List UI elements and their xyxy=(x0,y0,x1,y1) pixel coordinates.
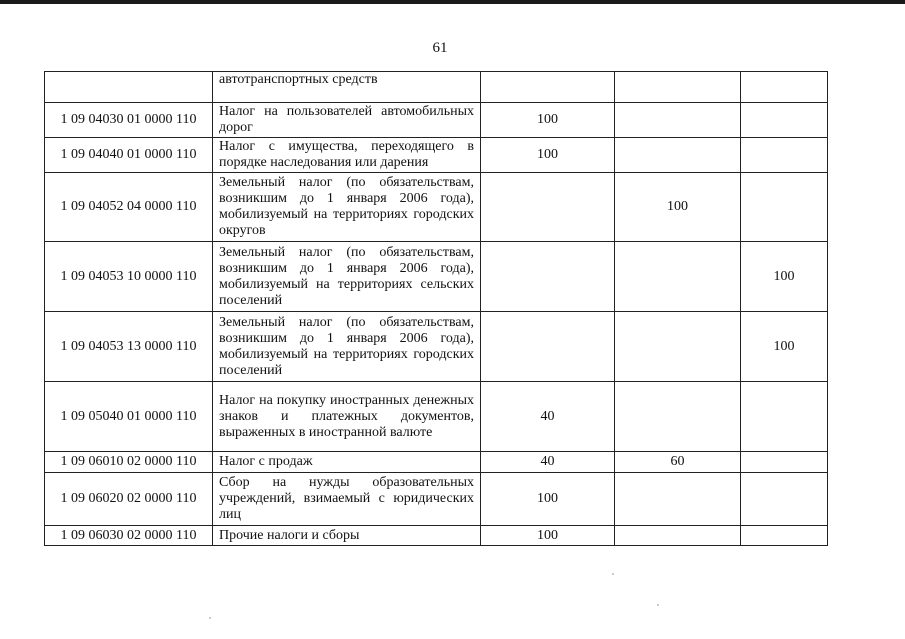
row-name: Налог с продаж xyxy=(213,452,481,473)
row-name: Прочие налоги и сборы xyxy=(213,526,481,546)
row-value-col3 xyxy=(741,138,828,173)
row-value-col2: 100 xyxy=(615,173,741,242)
row-name: автотранспортных средств xyxy=(213,72,481,103)
row-name: Налог с имущества, переходящего в порядке наследования или дарения xyxy=(213,138,481,173)
row-code xyxy=(45,72,213,103)
row-code: 1 09 04052 04 0000 110 xyxy=(45,173,213,242)
top-border-line xyxy=(0,0,905,4)
row-code: 1 09 04040 01 0000 110 xyxy=(45,138,213,173)
row-value-col2 xyxy=(615,312,741,382)
row-value-col2 xyxy=(615,526,741,546)
row-value-col3: 100 xyxy=(741,312,828,382)
tax-distribution-table xyxy=(44,71,828,546)
page-number: 61 xyxy=(432,40,448,56)
row-value-col2 xyxy=(615,382,741,452)
row-value-col2 xyxy=(615,72,741,103)
row-code: 1 09 06010 02 0000 110 xyxy=(45,452,213,473)
row-value-col1 xyxy=(481,72,615,103)
table-row xyxy=(45,72,828,103)
row-code: 1 09 04053 10 0000 110 xyxy=(45,242,213,312)
table-row xyxy=(45,452,828,473)
row-value-col1 xyxy=(481,173,615,242)
table-row xyxy=(45,242,828,312)
row-value-col3 xyxy=(741,173,828,242)
row-name: Налог на пользователей автомобильных дорог xyxy=(213,103,481,138)
row-value-col1: 40 xyxy=(481,382,615,452)
row-code: 1 09 06030 02 0000 110 xyxy=(45,526,213,546)
row-code: 1 09 05040 01 0000 110 xyxy=(45,382,213,452)
row-value-col3 xyxy=(741,382,828,452)
row-value-col2 xyxy=(615,242,741,312)
row-value-col3 xyxy=(741,473,828,526)
table-row xyxy=(45,103,828,138)
row-value-col2: 60 xyxy=(615,452,741,473)
row-value-col3 xyxy=(741,72,828,103)
table-row xyxy=(45,312,828,382)
table-row xyxy=(45,382,828,452)
row-value-col3 xyxy=(741,526,828,546)
row-name: Налог на покупку иностранных денежных знаков и платежных документов, выраженных в иностранной валюте xyxy=(213,382,481,452)
table-row xyxy=(45,173,828,242)
row-value-col2 xyxy=(615,103,741,138)
row-code: 1 09 04053 13 0000 110 xyxy=(45,312,213,382)
table-row xyxy=(45,526,828,546)
row-name: Земельный налог (по обязательствам, возникшим до 1 января 2006 года), мобилизуемый на территориях городских округов xyxy=(213,173,481,242)
row-value-col1 xyxy=(481,312,615,382)
row-value-col1: 100 xyxy=(481,473,615,526)
row-value-col1: 40 xyxy=(481,452,615,473)
row-value-col1 xyxy=(481,242,615,312)
row-name: Сбор на нужды образовательных учреждений, взимаемый с юридических лиц xyxy=(213,473,481,526)
row-code: 1 09 06020 02 0000 110 xyxy=(45,473,213,526)
row-value-col2 xyxy=(615,138,741,173)
row-value-col3: 100 xyxy=(741,242,828,312)
row-code: 1 09 04030 01 0000 110 xyxy=(45,103,213,138)
row-name: Земельный налог (по обязательствам, возникшим до 1 января 2006 года), мобилизуемый на территориях городских поселений xyxy=(213,312,481,382)
table-row xyxy=(45,473,828,526)
row-name: Земельный налог (по обязательствам, возникшим до 1 января 2006 года), мобилизуемый на территориях сельских поселений xyxy=(213,242,481,312)
table-row xyxy=(45,138,828,173)
scan-speck xyxy=(209,617,211,619)
scan-speck xyxy=(612,573,614,575)
row-value-col3 xyxy=(741,452,828,473)
row-value-col3 xyxy=(741,103,828,138)
row-value-col1: 100 xyxy=(481,138,615,173)
scan-speck xyxy=(657,604,659,606)
row-value-col1: 100 xyxy=(481,103,615,138)
row-value-col2 xyxy=(615,473,741,526)
row-value-col1: 100 xyxy=(481,526,615,546)
